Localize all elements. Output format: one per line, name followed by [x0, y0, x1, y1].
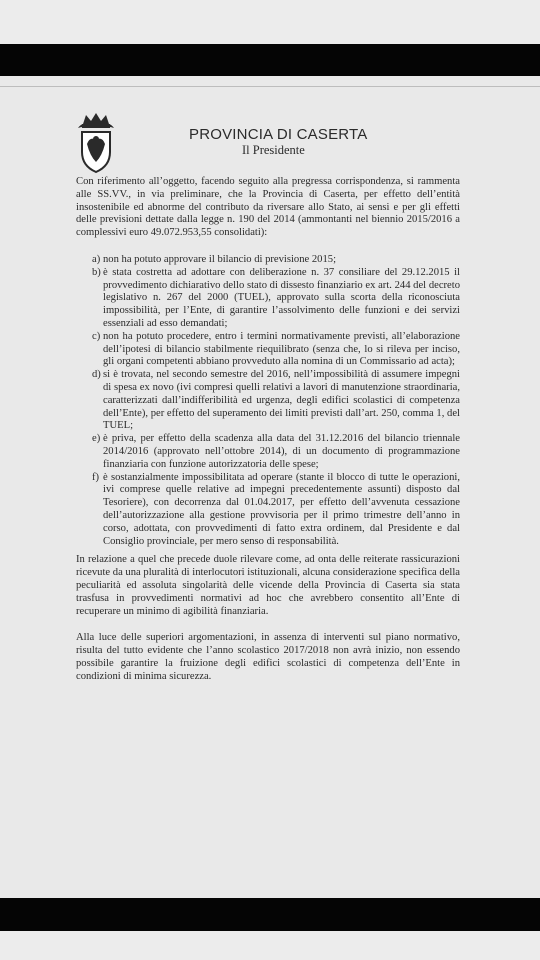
list-item-label: f) — [92, 471, 100, 483]
list-item-label: d) — [92, 369, 101, 381]
list-item-label: c) — [92, 330, 101, 342]
top-black-bar — [0, 44, 540, 76]
letter-body — [76, 176, 460, 683]
bottom-strip — [0, 931, 540, 960]
bottom-black-bar — [0, 898, 540, 931]
list-item — [76, 369, 460, 433]
list-item — [76, 331, 460, 369]
body-paragraph: In relazione a quel che precede duole rilevare come, ad onta delle reiterate rassicurazioni ricevute da una pluralità di interlocutori istituzionali, alcuna considerazione specifica della peculiarità ed assoluta singolarità delle vicende della Provincia di Caserta sia stata trasfusa in provvedimenti normativi ad hoc che avrebbero consentito all’Ente di recuperare un minimo di agibilità finanziaria. — [76, 554, 460, 617]
list-item-text: è priva, per effetto della scadenza alla data del 31.12.2016 del bilancio triennale 2014/2016 (approvato nell’ottobre 2014), di un documento di programmazione finanziaria con funzione autorizzatoria delle spese; — [103, 433, 460, 470]
list-item — [76, 267, 460, 331]
list-item-label: b) — [92, 266, 101, 278]
list-item-text: è sostanzialmente impossibilitata ad operare (stante il blocco di tutte le operazioni, ivi comprese quelle relative ad impegni precedentemente assunti) disposto dal Tesoriere), con decorrenza dal 01.04.2017, per effetto dell’avvenuta cessazione dell’autorizzazione alla gestione provvisoria per il primo trimestre dell’anno in corso, adottata, con provvedimenti di fatto extra ordinem, dal Presidente e dal Consiglio provinciale, per mero senso di responsabilità. — [103, 471, 460, 547]
top-status-strip — [0, 0, 540, 44]
list-item-text: non ha potuto approvare il bilancio di previsione 2015; — [103, 253, 337, 265]
list-item-text: è stata costretta ad adottare con deliberazione n. 37 consiliare del 29.12.2015 il provvedimento dichiarativo dello stato di dissesto finanziario ex art. 244 del decreto legislativo n. 267 del 2000 (TUEL), approvato sulla scorta della riconosciuta impossibilità, per l’Ente, di garantire l’assolvimento delle funzioni e dei servizi essenziali ad esso demandati; — [103, 266, 460, 329]
list-item-text: non ha potuto procedere, entro i termini normativamente previsti, all’elaborazione dell’ipotesi di bilancio stabilmente riequilibrato (senza che, lo si rileva per inciso, gli organi competenti abbiano provveduto alla nomina di un Commissario ad acta); — [103, 330, 460, 368]
letterhead-title: PROVINCIA DI CASERTA — [189, 126, 368, 143]
letterhead-subtitle: Il Presidente — [242, 143, 305, 157]
list-item — [76, 472, 460, 549]
list-item-label: a) — [92, 253, 101, 265]
province-coat-of-arms-icon — [74, 110, 118, 176]
intro-paragraph: Con riferimento all’oggetto, facendo seguito alla pregressa corrispondenza, si rammenta alle SS.VV., in via preliminare, che la Provincia di Caserta, per effetto dell’entità insostenibile ed abnorme del contributo da riversare allo Stato, ai sensi e per gli effetti delle previsioni dettate dalla legge n. 190 del 2014 (ammontanti nel biennio 2015/2016 a complessivi euro 49.072.953,55 consolidati): — [76, 176, 460, 239]
list-item-text: si è trovata, nel secondo semestre del 2016, nell’impossibilità di assumere impegni di spesa ex novo (ivi compresi quelli relativi a lavori di manutenzione straordinaria, caratterizzati dall’indifferibilità ed urgenza, degli edifici scolastici di competenza dell’Ente), per effetto del superamento dei limiti previsti dall’art. 250, comma 1, del TUEL; — [103, 369, 460, 432]
body-paragraph: Alla luce delle superiori argomentazioni, in assenza di interventi sul piano normativo, risulta del tutto evidente che l’anno scolastico 2017/2018 non avrà inizio, non essendo possibile garantire la fruizione degli edifici scolastici di competenza dell’Ente in condizioni di minima sicurezza. — [76, 632, 460, 682]
list-item — [76, 433, 460, 471]
list-item-label: e) — [92, 433, 101, 445]
list-item — [76, 254, 460, 267]
